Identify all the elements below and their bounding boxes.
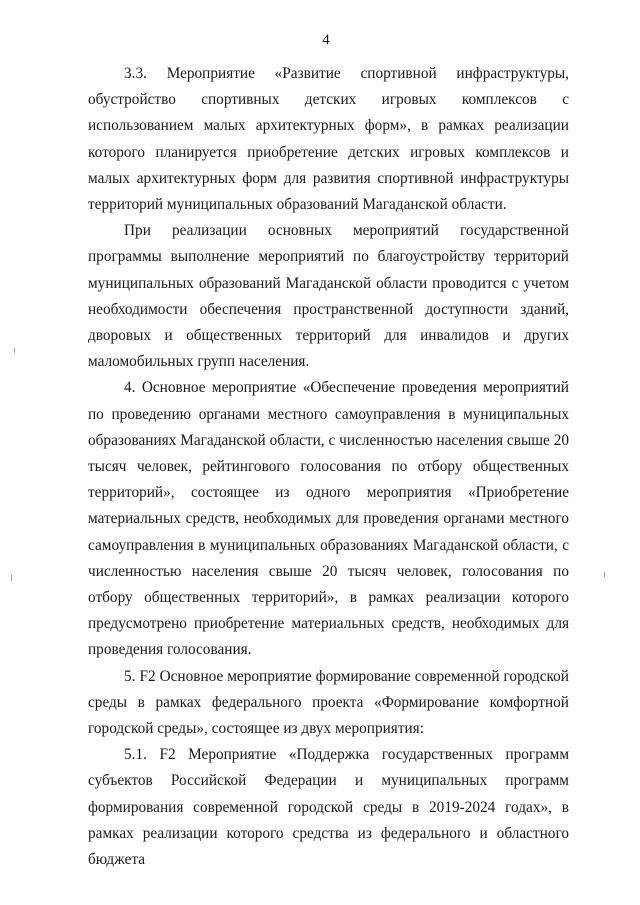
scan-artifact — [11, 575, 12, 581]
paragraph-accessibility: При реализации основных мероприятий государственной программы выполнение мероприятий по благоустройству территорий муниципальных образований Магаданской области проводится с учетом необходимости обеспечения пространственной доступности зданий, дворовых и общественных территорий для инвалидов и других маломобильных групп населения. — [88, 222, 569, 371]
scan-artifact — [14, 348, 15, 353]
paragraph-5-1: 5.1. F2 Мероприятие «Поддержка государственных программ субъектов Российской Федерации и муниципальных программ формирования современной городской среды в 2019-2024 годах», в рамках реализации которого средства из федерального и областного бюджета — [88, 746, 569, 869]
paragraph-5: 5. F2 Основное мероприятие формирование современной городской среды в рамках федерального проекта «Формирование комфортной городской среды», состоящее из двух мероприятия: — [88, 667, 569, 738]
page-number: 4 — [322, 32, 330, 48]
paragraph-3-3: 3.3. Мероприятие «Развитие спортивной инфраструктуры, обустройство спортивных детских игровых комплексов с использованием малых архитектурных форм», в рамках реализации которого планируется приобретение детских игровых комплексов и малых архитектурных форм для развития спортивной инфраструктуры территорий муниципальных образований Магаданской области. — [88, 65, 569, 214]
document-body — [88, 61, 569, 873]
paragraph-4: 4. Основное мероприятие «Обеспечение проведения мероприятий по проведению органами местного самоуправления в муниципальных образованиях Магаданской области, с численностью населения свыше 20 тысяч человек, рейтингового голосования по отбору общественных территорий», состоящее из одного мероприятия «Приобретение материальных средств, необходимых для проведения органами местного самоуправления в муниципальных образованиях Магаданской области, с численностью населения свыше 20 тысяч человек, голосования по отбору общественных территорий», в рамках реализации которого предусмотрено приобретение материальных средств, необходимых для проведения голосования. — [88, 379, 569, 659]
scan-artifact — [604, 572, 605, 577]
